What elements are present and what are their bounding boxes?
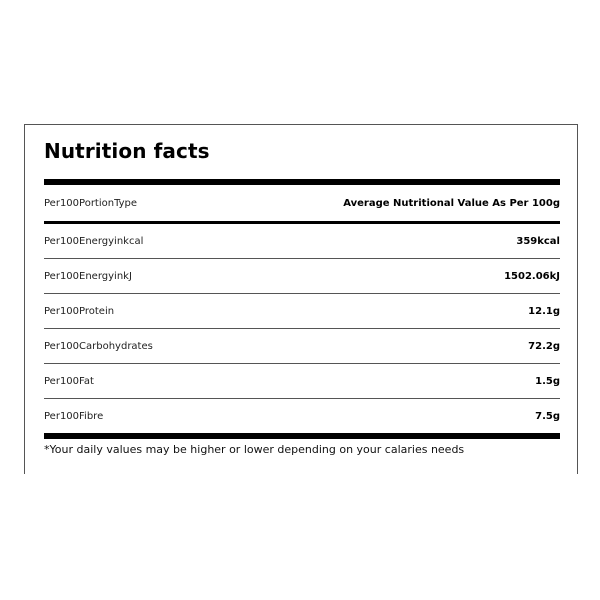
nutrition-row-value: 359kcal [516, 235, 560, 247]
nutrition-row-label: Per100EnergyinkJ [44, 270, 132, 282]
nutrition-table [44, 179, 560, 439]
nutrition-row-value: 12.1g [528, 305, 560, 317]
nutrition-row-value: 72.2g [528, 340, 560, 352]
nutrition-row-value: 7.5g [535, 410, 560, 422]
nutrition-row-label: Per100Fat [44, 375, 94, 387]
nutrition-row-value: 1.5g [535, 375, 560, 387]
nutrition-facts-panel [24, 124, 578, 474]
daily-values-footnote: *Your daily values may be higher or lower depending on your calaries needs [44, 443, 465, 456]
nutrition-row-energy-kj [44, 259, 560, 294]
nutrition-row-label: Per100PortionType [44, 197, 138, 209]
nutrition-row-label: Per100Energyinkcal [44, 235, 144, 247]
nutrition-row-label: Per100Carbohydrates [44, 340, 153, 352]
nutrition-row-value: 1502.06kJ [504, 270, 560, 282]
nutrition-row-carbohydrates [44, 329, 560, 364]
nutrition-facts-title: Nutrition facts [44, 139, 210, 163]
bottom-divider [44, 433, 560, 439]
nutrition-row-protein [44, 294, 560, 329]
nutrition-row-value: Average Nutritional Value As Per 100g [343, 197, 560, 209]
nutrition-row-label: Per100Fibre [44, 410, 104, 422]
nutrition-row-label: Per100Protein [44, 305, 115, 317]
nutrition-row-fibre [44, 399, 560, 433]
nutrition-row-energy-kcal [44, 224, 560, 259]
nutrition-row-fat [44, 364, 560, 399]
nutrition-row-portion-type [44, 185, 560, 221]
